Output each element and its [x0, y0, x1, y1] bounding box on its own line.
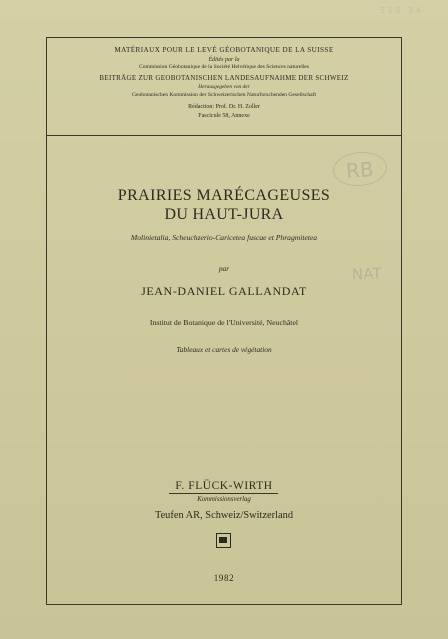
book-subtitle: Molinietalia, Scheuchzerio-Caricetea fuscae et Phragmitetea: [130, 233, 318, 242]
series-title-fr: MATÉRIAUX POUR LE LEVÉ GÉOBOTANIQUE DE LA SUISSE: [114, 46, 334, 54]
author-name: JEAN-DANIEL GALLANDAT: [141, 284, 307, 298]
institute: Institut de Botanique de l'Université, Neuchâtel: [149, 318, 299, 327]
publisher-name: F. FLÜCK-WIRTH: [175, 480, 273, 492]
book-title-line1: PRAIRIES MARÉCAGEUSES: [117, 187, 331, 204]
header-divider: [46, 135, 402, 136]
edited-by-de: Herausgegeben von der: [198, 84, 250, 90]
fascicle: Fascicule 58, Annexe: [198, 113, 250, 119]
commission-fr: Commission Géobotanique de la Société Helvétique des Sciences naturelles: [139, 64, 309, 70]
pencil-note-nat: NAT: [351, 264, 382, 284]
annex-description: Tableaux et cartes de végétation: [176, 345, 272, 354]
edited-by-fr: Édités par la: [208, 57, 240, 63]
commission-de: Geobotanischen Kommission der Schweizerischen Naturforschenden Gesellschaft: [131, 92, 317, 98]
publication-year: 1982: [213, 573, 235, 583]
publisher-logo-mark: [219, 537, 227, 543]
publisher-place: Teufen AR, Schweiz/Switzerland: [154, 510, 294, 521]
by-label: par: [218, 264, 230, 273]
series-title-de: BEITRÄGE ZUR GEOBOTANISCHEN LANDESAUFNAHME DER SCHWEIZ: [99, 74, 349, 82]
publisher-rule: [169, 493, 278, 494]
publisher-role: Kommissionsverlag: [197, 496, 251, 503]
book-title-line2: DU HAUT-JURA: [164, 206, 284, 223]
editor: Rédaction: Prof. Dr. H. Zoller: [188, 104, 260, 110]
pencil-note-top: 5 1 8 . 3 4: [380, 6, 421, 15]
pencil-note-rb: RB: [345, 157, 375, 183]
publisher-logo-icon: [216, 533, 231, 548]
